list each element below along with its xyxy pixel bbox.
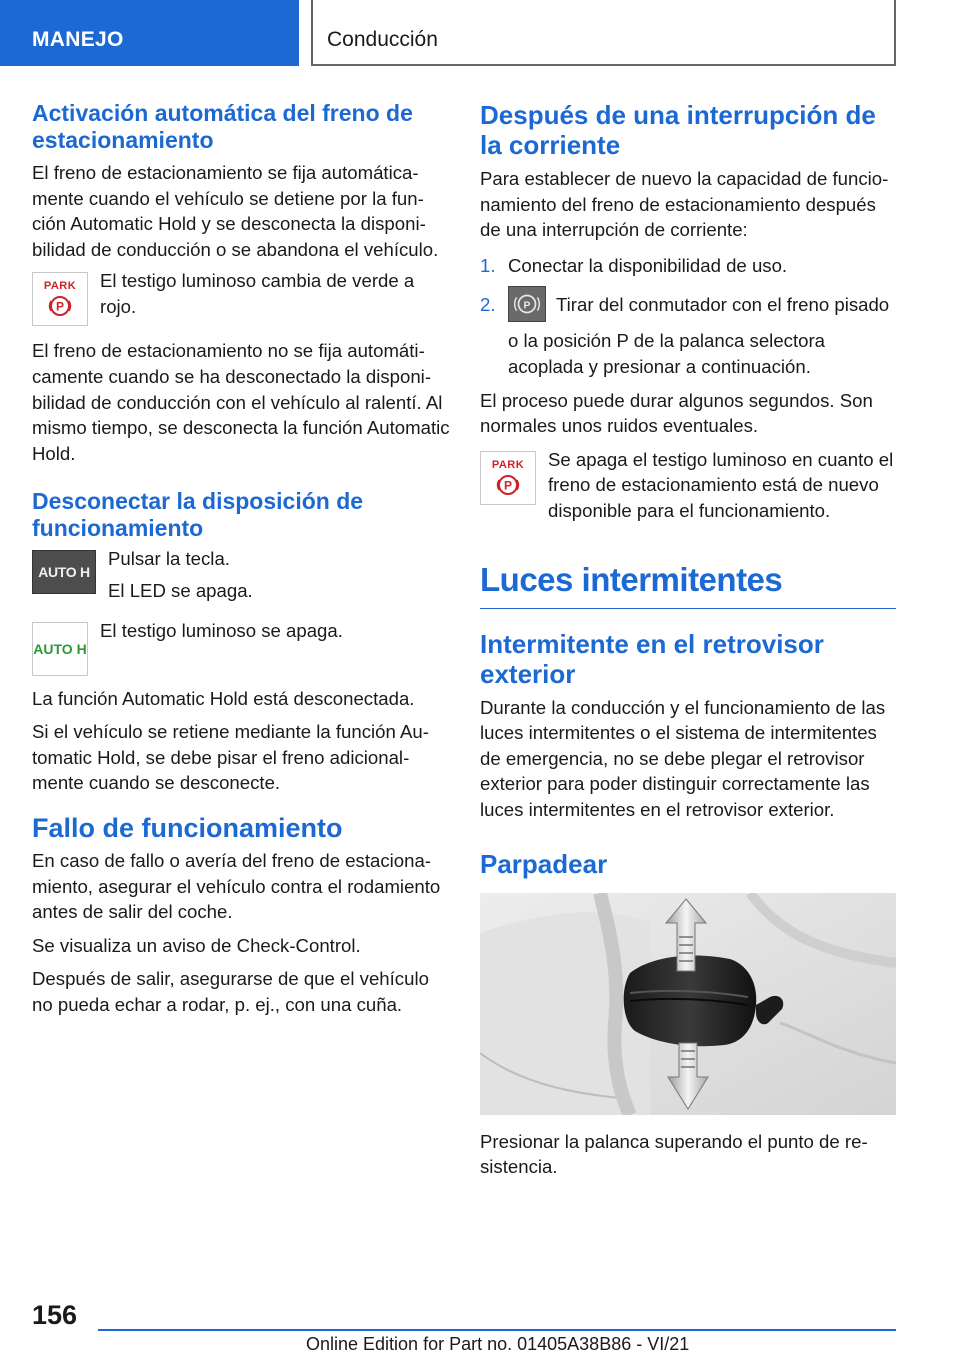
park-lamp-note bbox=[480, 447, 896, 524]
heading-power-interruption: Después de una interrupción de la corriente bbox=[480, 100, 876, 160]
paragraph-hold-off: La función Automatic Hold está desconectada. bbox=[32, 687, 415, 709]
p-circle-icon bbox=[496, 473, 520, 497]
chapter-title: Conducción bbox=[327, 28, 438, 51]
heading-auto-activation: Activación automática del freno de estacionamiento bbox=[32, 100, 413, 153]
step-item: 1. Conectar la disponibilidad de uso. bbox=[480, 254, 788, 276]
p-circle-icon bbox=[48, 294, 72, 318]
paragraph-power: Para establecer de nuevo la capacidad de funcionamiento del freno de estacionamiento después de una interrupción de corriente: bbox=[480, 168, 889, 241]
figure-caption: Presionar la palanca superando el punto de resistencia. bbox=[480, 1130, 868, 1178]
right-column bbox=[480, 100, 896, 1180]
heading-turn-signals: Luces intermitentes bbox=[480, 560, 896, 609]
step-2-text: Tirar del conmutador con el freno pisado o la posición P de la palanca selectora acoplada y presionar a continuación. bbox=[508, 294, 890, 377]
autoh-key-row bbox=[32, 546, 450, 603]
left-column bbox=[32, 100, 450, 1017]
paragraph-not-set: El freno de estacionamiento no se fija automáticamente cuando se ha desconectado la disponibilidad de conducción con el vehículo al ralentí. Al mismo tiempo, se desconecta la función Automatic Hold. bbox=[32, 340, 450, 464]
chapter-tab bbox=[311, 0, 896, 66]
lamp-available-text: Se apaga el testigo luminoso en cuanto el freno de estacionamiento está de nuevo disponible para el funcionamiento. bbox=[548, 448, 894, 521]
parking-brake-switch-icon bbox=[508, 286, 546, 322]
heading-mirror-signal: Intermitente en el retrovisor exterior bbox=[480, 628, 824, 689]
paragraph-process: El proceso puede durar algunos segundos. Son normales unos ruidos eventuales. bbox=[480, 389, 873, 437]
paragraph-check-control: Se visualiza un aviso de Check-Control. bbox=[32, 934, 361, 956]
park-indicator-note bbox=[32, 268, 450, 326]
svg-text:P: P bbox=[55, 299, 65, 314]
lamp-off-text: El testigo luminoso se apaga. bbox=[100, 619, 343, 641]
svg-text:P: P bbox=[503, 478, 513, 493]
autoh-lamp-row bbox=[32, 618, 450, 676]
paragraph-mirror: Durante la conducción y el funcionamiento de las luces intermitentes o el sistema de intermitentes de emergencia, no se debe plegar el retrovisor exterior para poder distinguir correctamente las luces intermitentes en el retrovisor exterior. bbox=[480, 696, 886, 820]
auto-h-button-icon: AUTO H bbox=[32, 550, 96, 594]
park-warning-icon: PARK P bbox=[480, 451, 536, 505]
svg-text:P: P bbox=[523, 300, 531, 312]
paragraph-after-exit: Después de salir, asegurarse de que el vehículo no pueda echar a rodar, p. ej., con una cuña. bbox=[32, 968, 429, 1015]
paragraph-auto-activation: El freno de estacionamiento se fija automáticamente cuando el vehículo se detiene por la función Automatic Hold y se desconecta la disponibilidad de conducción o se abandona el vehículo. bbox=[32, 162, 439, 260]
press-key-text: Pulsar la tecla. bbox=[108, 548, 230, 570]
edition-footer: Online Edition for Part no. 01405A38B86 - VI/21 bbox=[306, 1334, 690, 1354]
heading-flash: Parpadear bbox=[480, 848, 608, 879]
turn-signal-lever-illustration bbox=[480, 893, 896, 1115]
page-number: 156 bbox=[32, 1300, 78, 1330]
step-item: 2. P Tirar del conmutador con el freno pisado o la posición P de la palanca selectora acoplada y presionar a continuación. bbox=[480, 292, 896, 379]
section-tab bbox=[0, 0, 299, 66]
paragraph-hold-brake: Si el vehículo se retiene mediante la función Automatic Hold, se debe pisar el freno adicionalmente cuando se desconecte. bbox=[32, 721, 429, 794]
footer-divider bbox=[98, 1329, 896, 1331]
indicator-change-text: El testigo luminoso cambia de verde a rojo. bbox=[100, 270, 415, 317]
paragraph-fault: En caso de fallo o avería del freno de estacionamiento, asegurar el vehículo contra el rodamiento antes de salir del coche. bbox=[32, 849, 441, 923]
led-off-text: El LED se apaga. bbox=[108, 579, 253, 601]
heading-disconnect: Desconectar la disposición de funcionamiento bbox=[32, 488, 364, 542]
park-warning-icon: PARK P bbox=[32, 272, 88, 326]
section-title: MANEJO bbox=[32, 28, 124, 51]
auto-h-lamp-icon: AUTO H bbox=[32, 622, 88, 676]
heading-fault: Fallo de funcionamiento bbox=[32, 812, 343, 843]
steps-list bbox=[480, 253, 896, 380]
